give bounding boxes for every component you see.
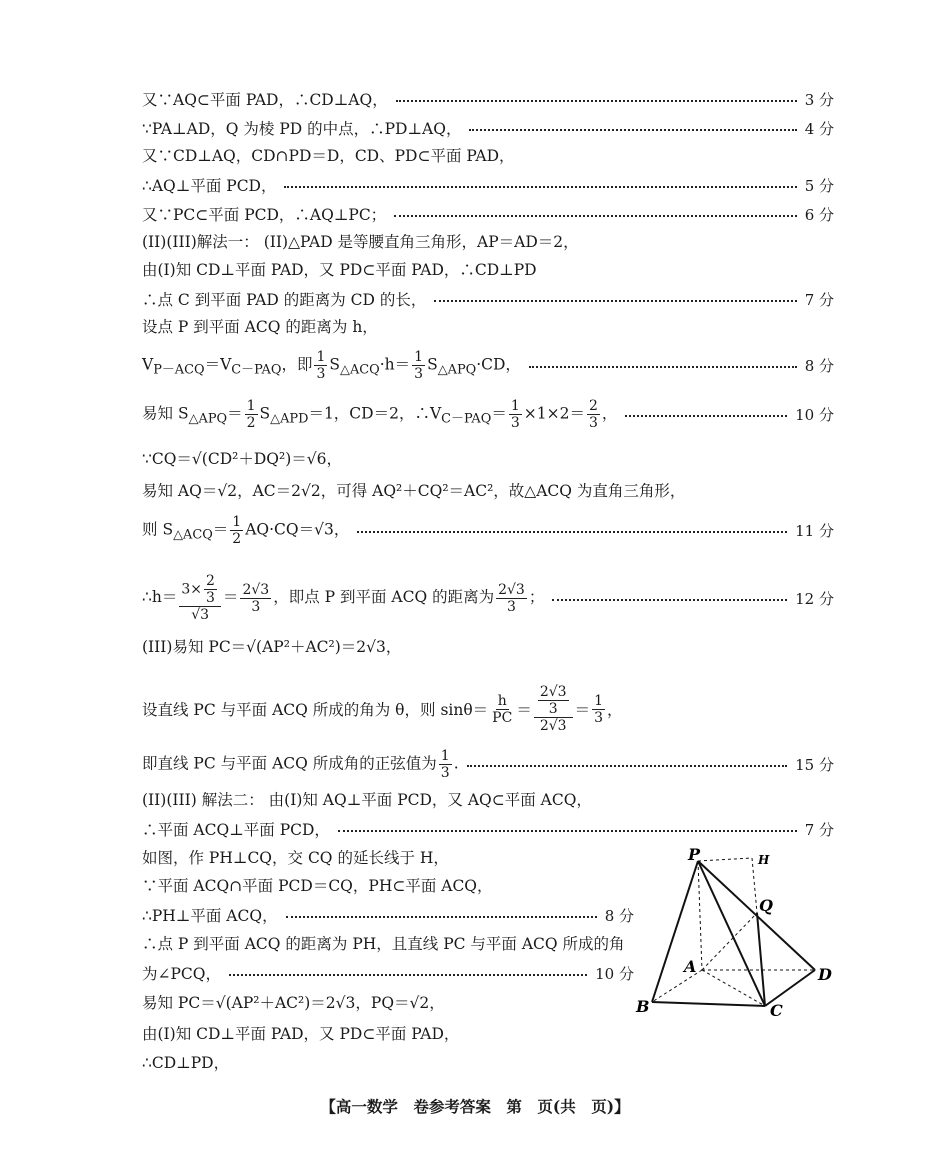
fraction: $\frac{h}{PC}$ xyxy=(492,692,513,726)
label-Q: Q xyxy=(759,896,773,915)
math-text: ×1×2＝ xyxy=(523,404,585,422)
fraction: $\frac{1}{3}$ xyxy=(316,348,326,382)
line-text: 又∵AQ⊂平面 PAD，∴CD⊥AQ， xyxy=(142,91,388,109)
math-text: ·h＝ xyxy=(379,355,411,373)
subscript: △APQ xyxy=(188,411,228,427)
line-text: 又∵PC⊂平面 PCD，∴AQ⊥PC； xyxy=(142,206,387,224)
math-text: S xyxy=(162,520,174,538)
subscript: △ACQ xyxy=(340,362,380,378)
answer-line-11 xyxy=(142,395,834,433)
label-A: A xyxy=(684,957,697,976)
leader-dots xyxy=(394,215,797,217)
math-text: AQ·CQ＝√3， xyxy=(245,520,350,538)
leader-dots xyxy=(286,916,597,918)
answer-line-14 xyxy=(142,511,834,549)
math-text: ，即点 P 到平面 ACQ 的距离为 xyxy=(273,588,495,606)
line-text xyxy=(142,573,544,623)
math-text: 则 xyxy=(142,520,158,538)
score-label: 7 分 xyxy=(804,820,834,839)
math-text: ； xyxy=(528,588,545,606)
math-text: S xyxy=(427,355,438,373)
answer-line-3: 又∵CD⊥AQ，CD∩PD＝D，CD、PD⊂平面 PAD， xyxy=(142,147,515,165)
answer-line-5 xyxy=(142,203,834,225)
math-text: ＝ xyxy=(222,588,239,606)
score-label: 8 分 xyxy=(604,906,634,925)
answer-line-24: ∴点 P 到平面 ACQ 的距离为 PH，且直线 PC 与平面 ACQ 所成的角 xyxy=(142,935,625,953)
leader-dots xyxy=(552,599,787,601)
math-text: ·CD， xyxy=(476,355,521,373)
math-text: S xyxy=(329,355,341,373)
subscript: △APD xyxy=(270,411,309,427)
answer-line-10 xyxy=(142,346,834,384)
leader-dots xyxy=(434,300,796,302)
fraction: $\frac{2√3}{3}$ xyxy=(242,581,270,615)
fraction: $\frac{1}{2}$ xyxy=(232,513,242,547)
edge-HQ xyxy=(752,858,757,913)
math-text: ， xyxy=(607,701,623,719)
score-label: 15 分 xyxy=(795,755,834,774)
leader-dots xyxy=(357,531,787,533)
math-text: 即直线 PC 与平面 ACQ 所成角的正弦值为 xyxy=(142,754,437,772)
answer-line-23 xyxy=(142,904,634,926)
fraction: $\frac{1}{3}$ xyxy=(440,747,450,781)
line-text: ∴平面 ACQ⊥平面 PCD， xyxy=(142,821,330,839)
edge-AQ xyxy=(702,913,757,970)
edge-PH xyxy=(698,858,752,861)
score-label: 10 分 xyxy=(795,405,834,424)
line-text: 为∠PCQ， xyxy=(142,965,221,983)
line-text: ∵PA⊥AD，Q 为棱 PD 的中点，∴PD⊥AQ， xyxy=(142,120,462,138)
answer-line-17 xyxy=(142,670,623,748)
score-label: 3 分 xyxy=(804,90,834,109)
fraction: $\frac{1}{3}$ xyxy=(414,348,424,382)
label-C: C xyxy=(770,1001,783,1020)
leader-dots xyxy=(529,366,797,368)
answer-line-20 xyxy=(142,818,834,840)
math-text: ＝V xyxy=(204,355,232,373)
math-text: ＝ xyxy=(516,701,532,719)
leader-dots xyxy=(396,100,797,102)
answer-line-22: ∵平面 ACQ∩平面 PCD＝CQ，PH⊂平面 ACQ， xyxy=(142,877,493,895)
answer-line-15 xyxy=(142,562,834,634)
math-text: 设直线 PC 与平面 ACQ 所成的角为 θ，则 sinθ＝ xyxy=(142,701,489,719)
score-label: 8 分 xyxy=(804,356,834,375)
edge-BC xyxy=(652,1002,765,1006)
leader-dots xyxy=(338,830,797,832)
edge-AC xyxy=(702,970,765,1006)
label-P: P xyxy=(688,845,701,864)
line-text xyxy=(142,398,617,431)
answer-line-9: 设点 P 到平面 ACQ 的距离为 h， xyxy=(142,318,378,336)
answer-line-1 xyxy=(142,88,834,110)
math-text: ＝ xyxy=(227,404,243,422)
fraction: $\frac{1}{3}$ xyxy=(594,692,604,726)
page-footer: 【高一数学 卷参考答案 第 页(共 页)】 xyxy=(320,1097,630,1116)
math-text: ∴h＝ xyxy=(142,588,178,606)
math-text: ＝ xyxy=(574,701,591,719)
math-text: ＝1，CD＝2，∴V xyxy=(308,404,442,422)
answer-line-26: 易知 PC＝√(AP²＋AC²)＝2√3，PQ＝√2， xyxy=(142,994,445,1012)
subscript: C－PAQ xyxy=(441,411,492,427)
label-D: D xyxy=(818,965,832,984)
answer-line-7: 由(I)知 CD⊥平面 PAD，又 PD⊂平面 PAD，∴CD⊥PD xyxy=(142,261,537,279)
label-B: B xyxy=(636,997,650,1016)
edge-PC xyxy=(698,861,765,1006)
label-H: H xyxy=(758,853,770,867)
leader-dots xyxy=(229,974,587,976)
answer-line-6: (II)(III)解法一： (II)△PAD 是等腰直角三角形，AP＝AD＝2， xyxy=(142,233,579,251)
math-text: 易知 xyxy=(142,404,174,422)
line-text xyxy=(142,514,349,547)
answer-line-12: ∵CQ＝√(CD²＋DQ²)＝√6， xyxy=(142,450,342,468)
fraction: $\frac{2}{3}$ xyxy=(206,573,215,606)
leader-dots xyxy=(625,415,787,417)
fraction: $\frac{2}{3}$ xyxy=(588,397,598,431)
answer-line-21: 如图，作 PH⊥CQ，交 CQ 的延长线于 H， xyxy=(142,849,449,867)
subscript: △ACQ xyxy=(173,527,213,543)
answer-line-25 xyxy=(142,962,634,984)
compound-fraction: $\frac{\frac{2√3}{3}}{2√3}$ xyxy=(534,684,573,734)
edge-PA xyxy=(698,861,702,970)
line-text xyxy=(142,748,459,781)
line-text: ∴PH⊥平面 ACQ， xyxy=(142,907,278,925)
score-label: 7 分 xyxy=(804,290,834,309)
subscript: C－PAQ xyxy=(231,362,282,378)
edge-PB xyxy=(652,861,698,1002)
math-text: . xyxy=(453,754,459,772)
math-text: ， xyxy=(601,404,618,422)
leader-dots xyxy=(467,765,788,767)
fraction: $\frac{2√3}{3}$ xyxy=(498,581,525,615)
math-text: S xyxy=(177,404,189,422)
answer-line-13: 易知 AQ＝√2，AC＝2√2，可得 AQ²＋CQ²＝AC²，故△ACQ 为直角三角形， xyxy=(142,482,686,500)
line-text: ∴点 C 到平面 PAD 的距离为 CD 的长， xyxy=(142,291,427,309)
score-label: 12 分 xyxy=(795,589,834,608)
leader-dots xyxy=(469,129,796,131)
score-label: 5 分 xyxy=(804,176,834,195)
answer-line-27: 由(I)知 CD⊥平面 PAD，又 PD⊂平面 PAD， xyxy=(142,1025,460,1043)
fraction: $\frac{1}{3}$ xyxy=(510,397,520,431)
subscript: P－ACQ xyxy=(153,362,205,378)
math-text: ，即 xyxy=(281,355,313,373)
math-text: ＝ xyxy=(212,520,229,538)
pyramid-figure xyxy=(630,845,840,1025)
score-label: 6 分 xyxy=(804,205,834,224)
score-label: 11 分 xyxy=(795,521,834,540)
subscript: △APQ xyxy=(437,362,477,378)
answer-line-16: (III)易知 PC＝√(AP²＋AC²)＝2√3， xyxy=(142,638,402,656)
math-text: S xyxy=(259,404,271,422)
answer-line-8 xyxy=(142,288,834,310)
line-text xyxy=(142,349,521,382)
v-symbol: V xyxy=(142,355,154,373)
fraction: $\frac{1}{2}$ xyxy=(246,397,256,431)
score-label: 4 分 xyxy=(804,119,834,138)
math-text: ＝ xyxy=(491,404,507,422)
line-text: ∴AQ⊥平面 PCD， xyxy=(142,177,277,195)
fraction: $\frac{2√3}{3}$ xyxy=(539,684,567,717)
score-label: 10 分 xyxy=(595,964,634,983)
answer-line-2 xyxy=(142,117,834,139)
compound-fraction: 3× $\frac{2}{3}$ √3 xyxy=(179,573,221,623)
answer-line-4 xyxy=(142,174,834,196)
answer-line-18 xyxy=(142,745,834,783)
leader-dots xyxy=(284,186,796,188)
answer-line-28: ∴CD⊥PD， xyxy=(142,1054,230,1072)
answer-line-19: (II)(III) 解法二： 由(I)知 AQ⊥平面 PCD，又 AQ⊂平面 ACQ， xyxy=(142,791,592,809)
